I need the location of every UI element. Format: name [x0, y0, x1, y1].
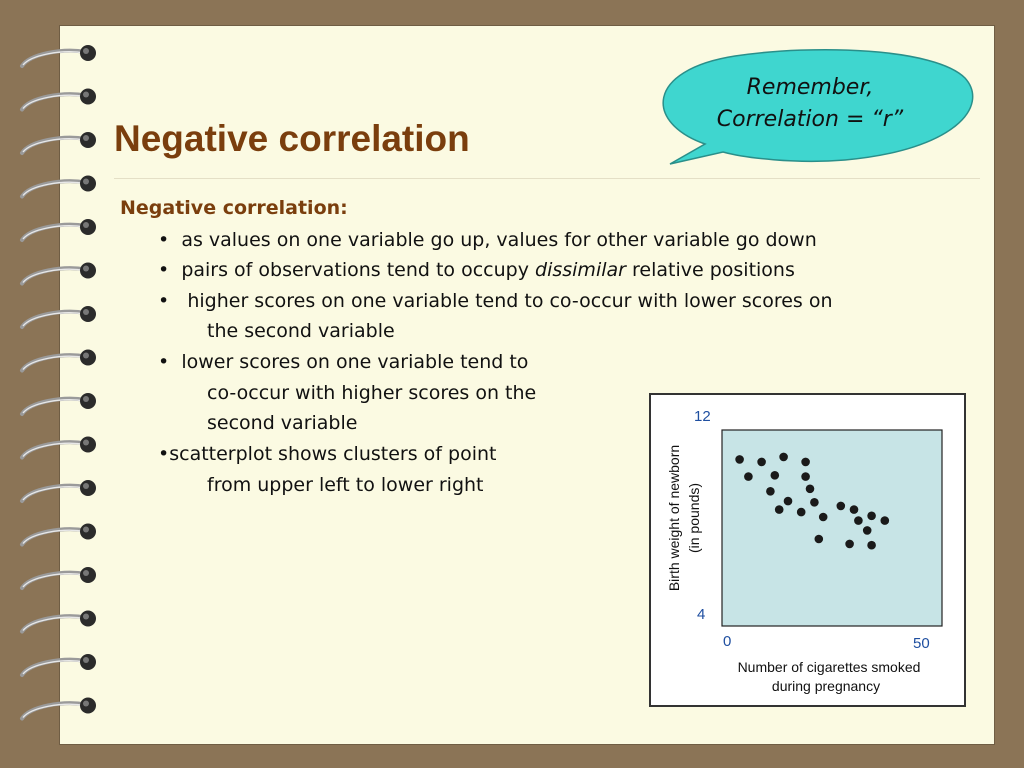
bullet-2-text-a: pairs of observations tend to occupy: [181, 259, 536, 281]
x-axis-label-line-1: Number of cigarettes smoked: [737, 659, 921, 675]
bullet-5-text-line-1: scatterplot shows clusters of point: [169, 443, 497, 465]
slide-title: Negative correlation: [114, 118, 470, 159]
data-point: [867, 541, 876, 550]
bullet-marker: •: [158, 351, 170, 373]
data-point: [775, 505, 784, 514]
data-point: [779, 453, 788, 462]
data-point: [744, 472, 753, 481]
data-point: [863, 526, 872, 535]
data-point: [784, 497, 793, 506]
data-point: [801, 458, 810, 467]
bullet-3-text-line-2: the second variable: [207, 320, 395, 342]
bullet-1-text: as values on one variable go up, values for other variable go down: [181, 229, 817, 251]
data-point: [845, 540, 854, 549]
x-tick-label-0: 0: [723, 633, 732, 650]
section-heading: Negative correlation:: [120, 197, 348, 219]
y-tick-label-12: 12: [694, 408, 711, 425]
bullet-1: [158, 229, 817, 251]
data-point: [801, 472, 810, 481]
data-point: [850, 505, 859, 514]
x-axis-label-line-2: during pregnancy: [771, 678, 881, 694]
data-point: [766, 487, 775, 496]
bullet-3: [158, 290, 833, 312]
data-point: [819, 513, 828, 522]
y-axis-label-line-1: Birth weight of newborn: [666, 444, 682, 592]
bullet-4-text-line-1: lower scores on one variable tend to: [181, 351, 529, 373]
data-point: [810, 498, 819, 507]
bullet-4-text-line-3: second variable: [207, 412, 358, 434]
callout-line-1: Remember,: [746, 75, 874, 100]
callout-text: [690, 72, 930, 136]
bullet-marker: •: [158, 229, 170, 251]
bullet-5: [158, 443, 496, 465]
bullet-marker: •: [158, 259, 170, 281]
data-point: [806, 485, 815, 494]
data-point: [837, 502, 846, 511]
data-point: [757, 458, 766, 467]
bullet-4-text-line-2: co-occur with higher scores on the: [207, 382, 537, 404]
bullet-2: [158, 259, 795, 281]
callout-line-2: Correlation = “r”: [716, 107, 904, 132]
bullet-2-text-b: relative positions: [625, 259, 795, 281]
x-tick-label-50: 50: [913, 635, 930, 652]
data-point: [735, 455, 744, 464]
data-point: [771, 471, 780, 480]
data-point: [867, 512, 876, 521]
bullet-5-text-line-2: from upper left to lower right: [207, 474, 484, 496]
y-tick-label-4: 4: [697, 606, 706, 623]
bullet-marker: •: [158, 290, 170, 312]
y-axis-label-line-2: (in pounds): [686, 482, 702, 554]
data-point: [854, 516, 863, 525]
data-point: [881, 516, 890, 525]
bullet-4: [158, 351, 528, 373]
data-point: [815, 535, 824, 544]
plot-area: [722, 430, 942, 626]
bullet-3-text-line-1: higher scores on one variable tend to co-occur with lower scores on: [187, 290, 833, 312]
title-divider: [114, 178, 980, 179]
scatterplot: [649, 393, 966, 707]
bullet-2-text-emphasis: dissimilar: [535, 259, 626, 281]
data-point: [797, 508, 806, 517]
bullet-marker: •: [158, 443, 170, 465]
